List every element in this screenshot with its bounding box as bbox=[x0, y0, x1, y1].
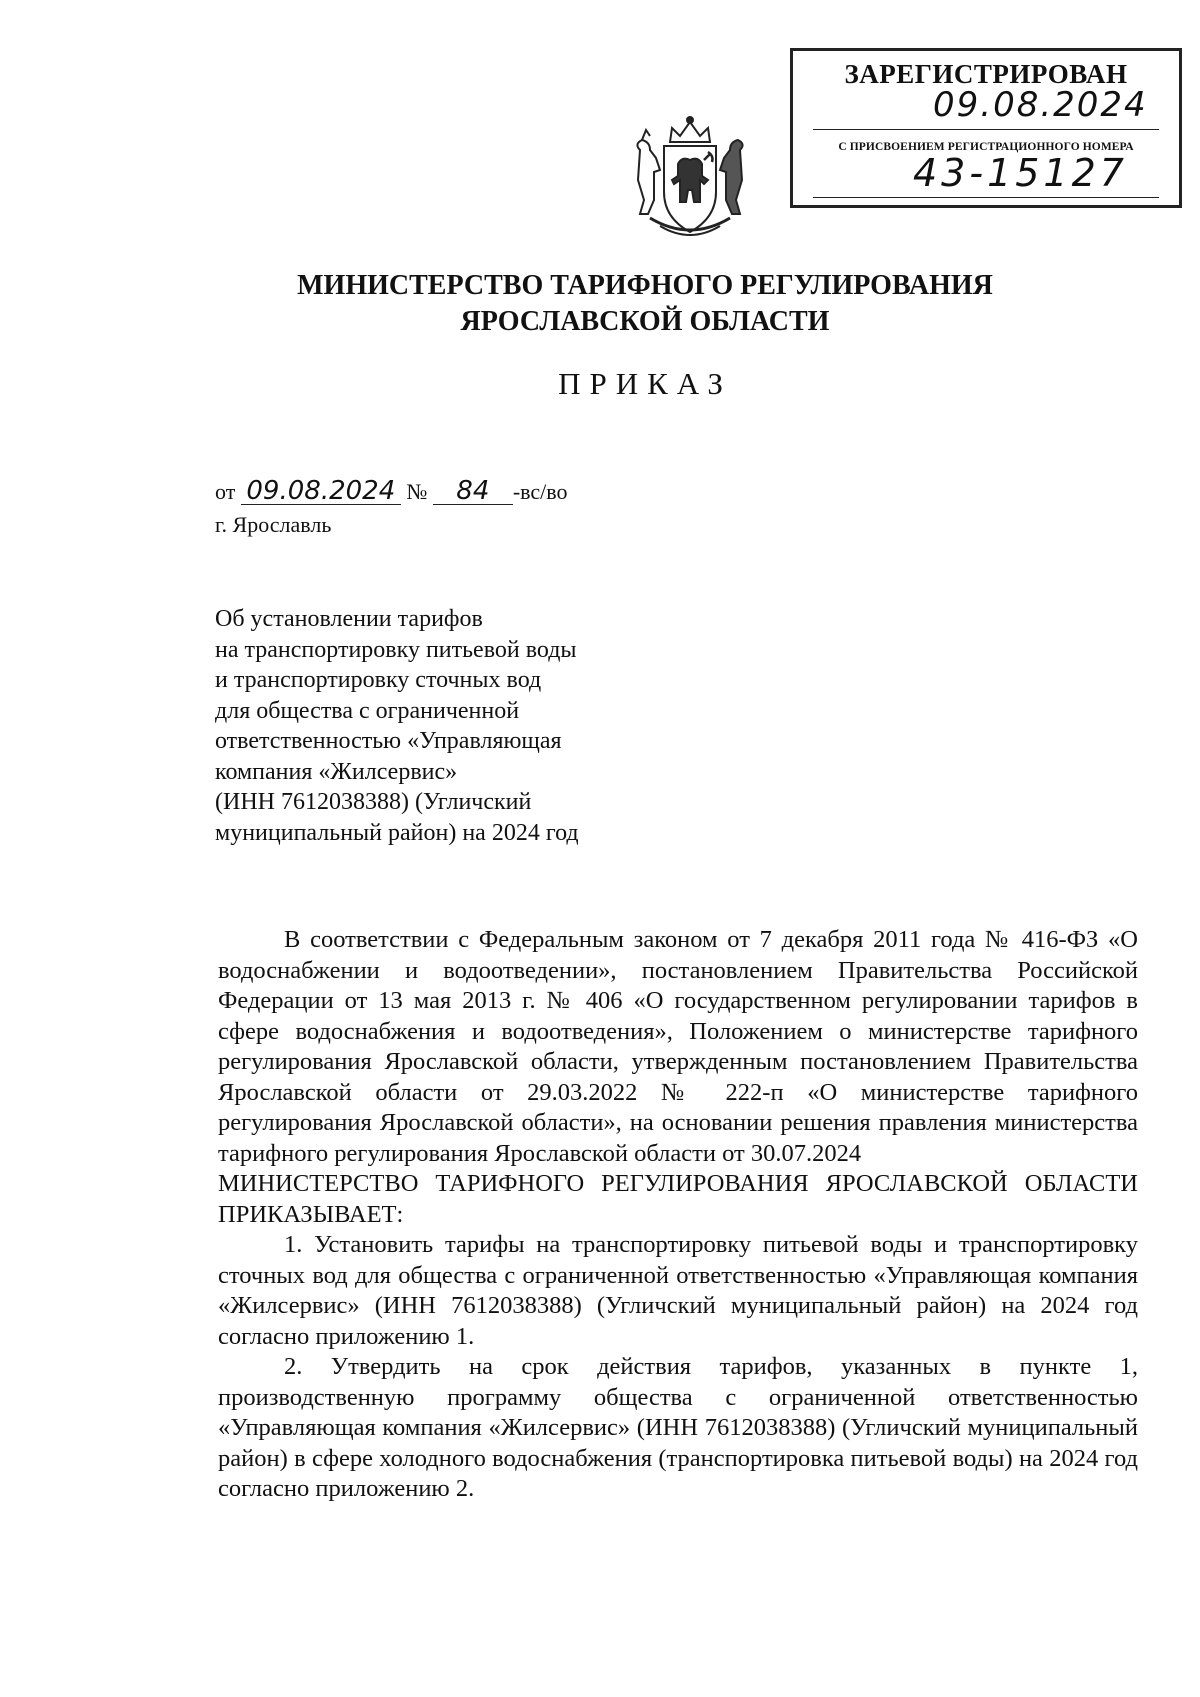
order-item-2: 2. Утвердить на срок действия тарифов, указанных в пункте 1, производственную программу общества с ограниченной ответственностью «Управляющая компания «Жилсервис» (ИНН 7612038388) (Угличский муниципальный район) в сфере холодного водоснабжения (транспортировка питьевой воды) на 2024 год согласно приложению 2. bbox=[218, 1353, 1138, 1502]
order-city: г. Ярославль bbox=[215, 512, 332, 537]
ministry-header bbox=[0, 268, 1200, 340]
subject-line: Об установлении тарифов bbox=[215, 606, 483, 632]
stamp-date-underline bbox=[813, 129, 1159, 130]
preamble-paragraph: В соответствии с Федеральным законом от 7 декабря 2011 года № 416-ФЗ «О водоснабжении и водоотведении», постановлением Правительства Российской Федерации от 13 мая 2013 г. № 406 «О государственном регулировании тарифов в сфере водоснабжения и водоотведения», Положением о министерстве тарифного регулирования Ярославской области, утвержденным постановлением Правительства Ярославской области от 29.03.2022 № 222-п «О министерстве тарифного регулирования Ярославской области», на основании решения правления министерства тарифного регулирования Ярославской области от 30.07.2024 bbox=[218, 926, 1138, 1167]
order-dateline bbox=[215, 478, 568, 505]
subject-line: муниципальный район) на 2024 год bbox=[215, 819, 579, 846]
subject-line: (ИНН 7612038388) (Угличский bbox=[215, 789, 532, 815]
subject-line: компания «Жилсервис» bbox=[215, 758, 458, 785]
ministry-name-line2: ЯРОСЛАВСКОЙ ОБЛАСТИ bbox=[460, 306, 830, 337]
order-number-suffix: -вс/во bbox=[512, 479, 568, 504]
order-from-label: от bbox=[215, 479, 236, 504]
registration-stamp bbox=[790, 48, 1182, 208]
document-type-title: ПРИКАЗ bbox=[558, 366, 732, 401]
stamp-number-underline bbox=[813, 197, 1159, 198]
stamp-caption: С ПРИСВОЕНИЕМ РЕГИСТРАЦИОННОГО НОМЕРА bbox=[838, 141, 1134, 153]
ministry-name-line1: МИНИСТЕРСТВО ТАРИФНОГО РЕГУЛИРОВАНИЯ bbox=[297, 270, 993, 301]
coat-of-arms-emblem bbox=[620, 110, 760, 250]
stamp-date: 09.08.2024 bbox=[933, 85, 1148, 125]
directive-paragraph: МИНИСТЕРСТВО ТАРИФНОГО РЕГУЛИРОВАНИЯ ЯРОСЛАВСКОЙ ОБЛАСТИ ПРИКАЗЫВАЕТ: bbox=[218, 1170, 1138, 1228]
subject-line: ответственностью «Управляющая bbox=[215, 728, 562, 754]
subject-line: и транспортировку сточных вод bbox=[215, 667, 542, 693]
order-date: 09.08.2024 bbox=[241, 478, 401, 505]
stamp-title: ЗАРЕГИСТРИРОВАН bbox=[844, 59, 1128, 89]
order-number: 84 bbox=[433, 478, 513, 505]
order-body bbox=[218, 925, 1138, 1505]
stamp-number: 43-15127 bbox=[913, 151, 1128, 195]
order-subject bbox=[215, 604, 579, 848]
subject-line: для общества с ограниченной bbox=[215, 697, 520, 724]
order-item-1: 1. Установить тарифы на транспортировку питьевой воды и транспортировку сточных вод для общества с ограниченной ответственностью «Управляющая компания «Жилсервис» (ИНН 7612038388) (Угличский муниципальный район) на 2024 год согласно приложению 1. bbox=[218, 1231, 1138, 1350]
subject-line: на транспортировку питьевой воды bbox=[215, 636, 577, 663]
order-number-label: № bbox=[406, 479, 428, 504]
